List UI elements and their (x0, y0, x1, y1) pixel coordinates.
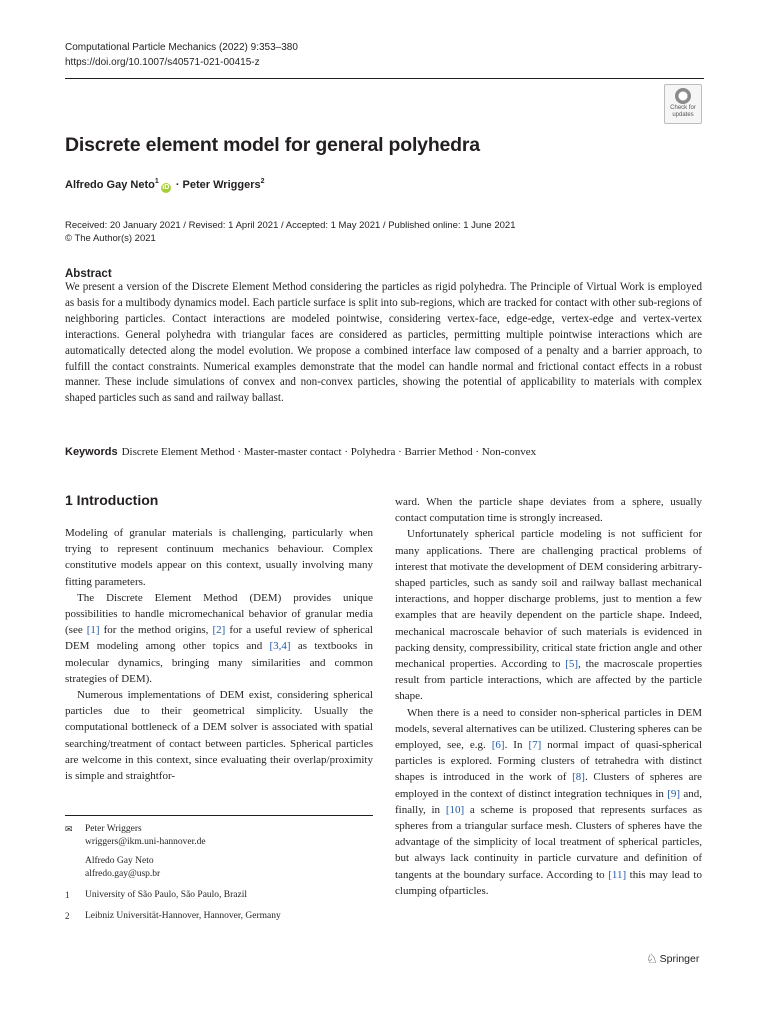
publisher-name: Springer (659, 953, 700, 965)
copyright-notice: © The Author(s) 2021 (65, 233, 156, 244)
paragraph: When there is a need to consider non-spherical particles in DEM models, several alternatives can be utilized. Clustering spheres can be employed, see, e.g. [6]. In [7] normal impact of quasi-spherical particles is explored. Forming clusters of tetrahedra with distinct shapes is introduced in the work of [8]. Clusters of spheres are employed in the context of distinct integration techniques in [9] and, finally, in [10] a scheme is proposed that represents surfaces as spheres from a triangular surface mesh. Clusters of spheres have the advantage of the simplicity of local treatment of spherical particles, but always lack continuity in particle curvature and definition of tangents at the boundary surface. According to [11] this may lead to clumping ofparticles. (395, 706, 703, 897)
affiliation-text: Leibniz Universität-Hannover, Hannover, Germany (85, 911, 281, 921)
footnote-divider (65, 815, 373, 816)
coauthor-contact (65, 855, 281, 881)
section-heading: 1 Introduction (65, 492, 159, 508)
citation-link[interactable]: [9] (667, 787, 681, 800)
affiliation (65, 910, 281, 923)
article-history (65, 219, 516, 245)
paragraph: Unfortunately spherical particle modeling is not sufficient for many applications. There are challenging practical problems of interest that motivate the development of DEM considering arbitrary-shaped particles, such as sandy soil and railway ballast mechanical interactions, and hopper discharge problems, just to mention a few examples that are heavily dependent on the particle shape. Indeed, mechanical macroscale behavior of such materials is evidenced in packing density, compressibility, critical state friction angle and other mechanical properties. According to [5], the macroscale properties result from particle interactions, which are affected by the particle shape. (395, 528, 703, 703)
citation-link[interactable]: [10] (445, 803, 465, 816)
article-title: Discrete element model for general polyhedra (65, 134, 480, 156)
paragraph: The Discrete Element Method (DEM) provides unique possibilities to handle micromechanical behavior of granular media (see [1] for the method origins, [2] for a useful review of spherical DEM modeling among other topics and [3,4] as textbooks in molecular dynamics, bringing many similarities and common strategies of DEM). (65, 591, 373, 685)
keywords-line (65, 446, 536, 458)
affiliation-mark: 2 (260, 178, 265, 185)
citation-link[interactable]: [1] (86, 624, 100, 637)
keywords-text: Discrete Element Method · Master-master contact · Polyhedra · Barrier Method · Non-convex (121, 446, 537, 458)
orcid-icon[interactable]: iD (162, 184, 170, 191)
paragraph: Modeling of granular materials is challenging, particularly when trying to represent continuum mechanics behaviour. Complex constitutive models appear on this context, usually involving many fitting parameters. (65, 527, 373, 588)
footnotes (65, 823, 281, 923)
publication-dates: Received: 20 January 2021 / Revised: 1 April 2021 / Accepted: 1 May 2021 / Published online: 1 June 2021 (65, 220, 516, 231)
refresh-icon (675, 88, 691, 104)
affiliation-mark: 1 (154, 178, 159, 185)
author-name[interactable]: Peter Wriggers (182, 179, 261, 191)
check-for-updates-badge[interactable] (664, 84, 702, 124)
left-column (65, 525, 373, 784)
author-name[interactable]: Alfredo Gay Neto (65, 179, 155, 191)
doi-link[interactable]: https://doi.org/10.1007/s40571-021-00415-z (65, 57, 260, 68)
affiliation-number: 1 (65, 890, 70, 900)
author-list (65, 179, 265, 193)
affiliation-number: 2 (65, 911, 70, 921)
paragraph: ward. When the particle shape deviates from a sphere, usually contact computation time is strongly increased. (395, 496, 702, 525)
affiliation (65, 889, 281, 902)
contact-email[interactable]: alfredo.gay@usp.br (85, 869, 161, 879)
abstract-heading: Abstract (65, 268, 112, 280)
citation-link[interactable]: [3,4] (269, 640, 291, 653)
horse-logo-icon: ♘ (646, 951, 658, 966)
affiliation-text: University of São Paulo, São Paulo, Brazil (85, 890, 248, 900)
contact-name: Alfredo Gay Neto (85, 856, 154, 866)
citation-link[interactable]: [2] (212, 624, 226, 637)
header-divider (65, 78, 704, 79)
citation-link[interactable]: [11] (608, 868, 627, 881)
abstract-text: We present a version of the Discrete Element Method considering the particles as rigid polyhedra. The Principle of Virtual Work is employed as basis for a multibody dynamics model. Each particle surface is split into sub-regions, which are tracked for contact with other sub-regions of neighboring particles. Contact interactions are modeled pointwise, considering vertex-face, edge-edge, vertex-edge and vertex-vertex interactions. General polyhedra with triangular faces are considered as particles, permitting multiple pointwise interactions which are automatically detected along the model evolution. We propose a combined interface law composed of a penalty and a barrier approach, to fulfill the contact constraints. Numerical examples demonstrate that the model can handle normal and frictional contact effects in a robust manner. These include simulations of convex and non-convex particles, showing the potential of applicability to materials with complex shaped particles such as sand and railway ballast. (65, 281, 702, 405)
journal-citation: Computational Particle Mechanics (2022) 9:353–380 (65, 42, 298, 53)
citation-link[interactable]: [6] (491, 739, 505, 752)
citation-link[interactable]: [7] (528, 739, 542, 752)
journal-header (65, 40, 298, 70)
corresponding-author (65, 823, 281, 849)
author-separator: · (172, 179, 183, 191)
keywords-heading: Keywords (65, 446, 118, 458)
contact-email[interactable]: wriggers@ikm.uni-hannover.de (85, 837, 206, 847)
paragraph: Numerous implementations of DEM exist, considering spherical particles due to their geometrical simplicity. Usually the computational bottleneck of a DEM solver is associated with spatial searching/treatment of contact between particles. Spherical particles are welcome in this context, since evaluating their overlap/proximity is simple and straightfor- (65, 689, 373, 783)
badge-text-line2: updates (672, 112, 694, 118)
citation-link[interactable]: [5] (565, 658, 579, 671)
envelope-icon: ✉ (65, 824, 73, 834)
publisher-logo (646, 951, 699, 967)
citation-link[interactable]: [8] (572, 771, 585, 784)
badge-text-line1: Check for (670, 105, 696, 111)
contact-name: Peter Wriggers (85, 824, 142, 834)
right-column (395, 494, 702, 899)
